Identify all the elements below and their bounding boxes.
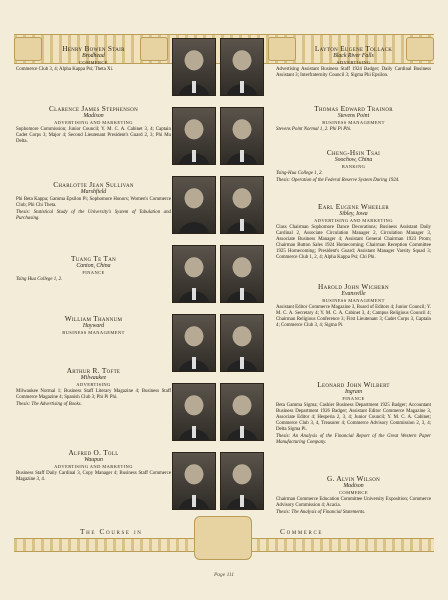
student-name: William Thannum <box>64 314 123 323</box>
footer-band <box>14 520 434 560</box>
student-activities: Beta Gamma Sigma; Cashier Business Department 1925 Badger; Accountant Business Department 1926 Badger; Assistant Editor Commerce Magazine 3, Associate Editor 4; Hesperia 2, 3, 4; Junior Council; Y. M. C. A. Cabinet; Commerce Club 3, 4, Treasurer 4; Commerce Advisory Commission 2, 3, 4; Delta Sigma Pi. <box>276 403 431 432</box>
entry-wilbert <box>276 380 431 446</box>
portrait-photo <box>220 314 264 372</box>
student-department: BUSINESS MANAGEMENT <box>62 330 125 335</box>
portrait-photo <box>172 176 216 234</box>
portrait-photo <box>172 452 216 510</box>
student-thesis: Thesis: The Advertising of Books. <box>16 402 82 407</box>
student-activities: Tsing-Hua College 1, 2. <box>276 171 323 176</box>
student-department: BANKING <box>341 164 366 169</box>
student-hometown: Evansville <box>341 291 366 297</box>
student-activities: Chairman Commerce Education Committee University Exposition; Commerce Advisory Commission 4; Acacia. <box>276 497 431 508</box>
portrait-photo <box>220 383 264 441</box>
student-activities: Business Staff Daily Cardinal 3, Copy Manager 4; Business Staff Commerce Magazine 3, 4. <box>16 471 171 482</box>
student-department: FINANCE <box>342 396 365 401</box>
entry-wilson <box>276 474 431 516</box>
student-hometown: Canton, China <box>76 263 111 269</box>
student-name: Arthur R. Tofte <box>66 366 121 375</box>
student-department: BUSINESS MANAGEMENT <box>322 120 385 125</box>
student-hometown: Madison <box>83 113 104 119</box>
student-hometown: Madison <box>343 483 364 489</box>
entry-tan <box>16 254 171 283</box>
student-thesis: Thesis: Statistical Study of the University's System of Tabulation and Purchasing. <box>16 210 171 221</box>
student-hometown: Stevens Point <box>337 113 370 119</box>
entry-tsai <box>276 148 431 184</box>
entry-stephenson <box>16 104 171 145</box>
student-department: ADVERTISING AND MARKETING <box>54 120 133 125</box>
entry-wheeler <box>276 202 431 261</box>
student-thesis: Thesis: The Analysis of Financial Statements. <box>276 510 366 515</box>
portrait-photo <box>172 107 216 165</box>
entry-tollack <box>276 44 431 79</box>
student-name: Charlotte Jean Sullivan <box>53 180 134 189</box>
portrait-photo <box>172 38 216 96</box>
entry-thannum <box>16 314 171 336</box>
portrait-photo <box>220 176 264 234</box>
student-activities: Advertising Assistant Business Staff 1924 Badger; Daily Cardinal Business Assistant 3; Interfraternity Council 3; Sigma Phi Epsilon. <box>276 67 431 78</box>
student-name: Harold John Wichern <box>318 282 389 291</box>
student-department: ADVERTISING AND MARKETING <box>314 218 393 223</box>
student-hometown: Milwaukee <box>80 375 107 381</box>
student-name: Clarence James Stephenson <box>48 104 139 113</box>
portrait-photo <box>220 245 264 303</box>
student-activities: Class Chairman Sophomore Dance Decorations; Business Assistant Daily Cardinal 2, Associate Circulation Manager 2, Circulation Manager 3, Associate Business Manager 4; Assistant General Chairman 1923 Prom; Chairman Button Sales 1924 Homecoming; Chairman Reception Committee 1925 Homecoming; President's Guard; Assistant Manager Varsity Squad 3; Commerce Club 1, 2, 4; Alpha Kappa Psi; Chi Phi. <box>276 225 431 260</box>
student-activities: Commerce Club 3, 4; Alpha Kappa Psi; Theta Xi. <box>16 67 114 72</box>
portrait-photo <box>172 245 216 303</box>
entry-trainor <box>276 104 431 133</box>
page-number: Page 111 <box>213 572 235 578</box>
student-name: Thomas Edward Trainor <box>314 104 393 113</box>
student-department: BUSINESS MANAGEMENT <box>322 298 385 303</box>
student-activities: Sophomore Commission; Junior Council; Y. M. C. A. Cabinet 3, 4; Captain Cadet Corps 3; Major 4; Second Lieutenant President's Guard 2, 3; Phi Mu Delta. <box>16 127 171 144</box>
portrait-photo <box>220 107 264 165</box>
student-activities: Tsing Hua College 1, 2. <box>16 277 63 282</box>
student-activities: Stevens Point Normal 1, 2. Phi Pi Phi. <box>276 127 352 132</box>
student-thesis: Thesis: Operation of the Federal Reserve System During 1924. <box>276 178 400 183</box>
student-hometown: Soochow, China <box>334 157 373 163</box>
student-name: Cheng-Hsin Tsai <box>326 148 381 157</box>
portrait-photo <box>172 314 216 372</box>
footer-label-left: The Course in <box>76 527 146 536</box>
student-activities: Milwaukee Normal 1; Business Staff Literary Magazine 4; Business Staff Commerce Magazine 4; Spanish Club 3; Phi Pi Phi. <box>16 389 171 400</box>
student-hometown: Sibley, Iowa <box>339 211 368 217</box>
entry-sullivan <box>16 180 171 222</box>
student-department: COMMERCE <box>79 60 108 65</box>
entry-tofte <box>16 366 171 408</box>
student-name: Tuang Te Tan <box>70 254 117 263</box>
student-department: COMMERCE <box>339 490 368 495</box>
entry-stair <box>16 44 171 73</box>
entry-toll <box>16 448 171 483</box>
student-hometown: Ingram <box>344 389 363 395</box>
student-activities: Assistant Editor Commerce Magazine 3, Board of Editors 4; Junior Council; Y. M. C. A. Secretary 4; Y. M. C. A. Cabinet 3, 4; Campus Religious Council 4; Chairman Religious Conference 3; First Lieutenant 3; Cadet Corps 3, Captain 4; Commerce Club 3, 4; Sigma Pi. <box>276 305 431 328</box>
student-name: Alfred O. Toll <box>68 448 119 457</box>
student-name: Leonard John Wilbert <box>317 380 390 389</box>
student-hometown: Hayward <box>82 323 105 329</box>
student-activities: Phi Beta Kappa; Gamma Epsilon Pi; Sophomore Honors; Women's Commerce Club; Phi Chi Theta. <box>16 197 171 208</box>
student-department: ADVERTISING <box>336 60 371 65</box>
student-name: Henry Bowen Stair <box>62 44 125 53</box>
student-department: FINANCE <box>82 270 105 275</box>
student-hometown: Marshfield <box>80 189 107 195</box>
student-department: ADVERTISING <box>76 382 111 387</box>
entry-wichern <box>276 282 431 329</box>
student-name: Earl Eugene Wheeler <box>317 202 390 211</box>
portrait-photo <box>220 38 264 96</box>
footer-label-right: Commerce <box>276 527 327 536</box>
student-hometown: Black River Falls <box>333 53 374 59</box>
student-name: G. Alvin Wilson <box>326 474 381 483</box>
portrait-photo <box>220 452 264 510</box>
portrait-photo <box>172 383 216 441</box>
footer-emblem <box>194 516 252 560</box>
student-hometown: Waupun <box>84 457 103 463</box>
student-name: Layton Eugene Tollack <box>314 44 393 53</box>
student-hometown: Brodhead <box>82 53 105 59</box>
student-thesis: Thesis: An Analysis of the Financial Report of the Great Western Paper Manufacturing Company. <box>276 434 431 445</box>
student-department: ADVERTISING AND MARKETING <box>54 464 133 469</box>
